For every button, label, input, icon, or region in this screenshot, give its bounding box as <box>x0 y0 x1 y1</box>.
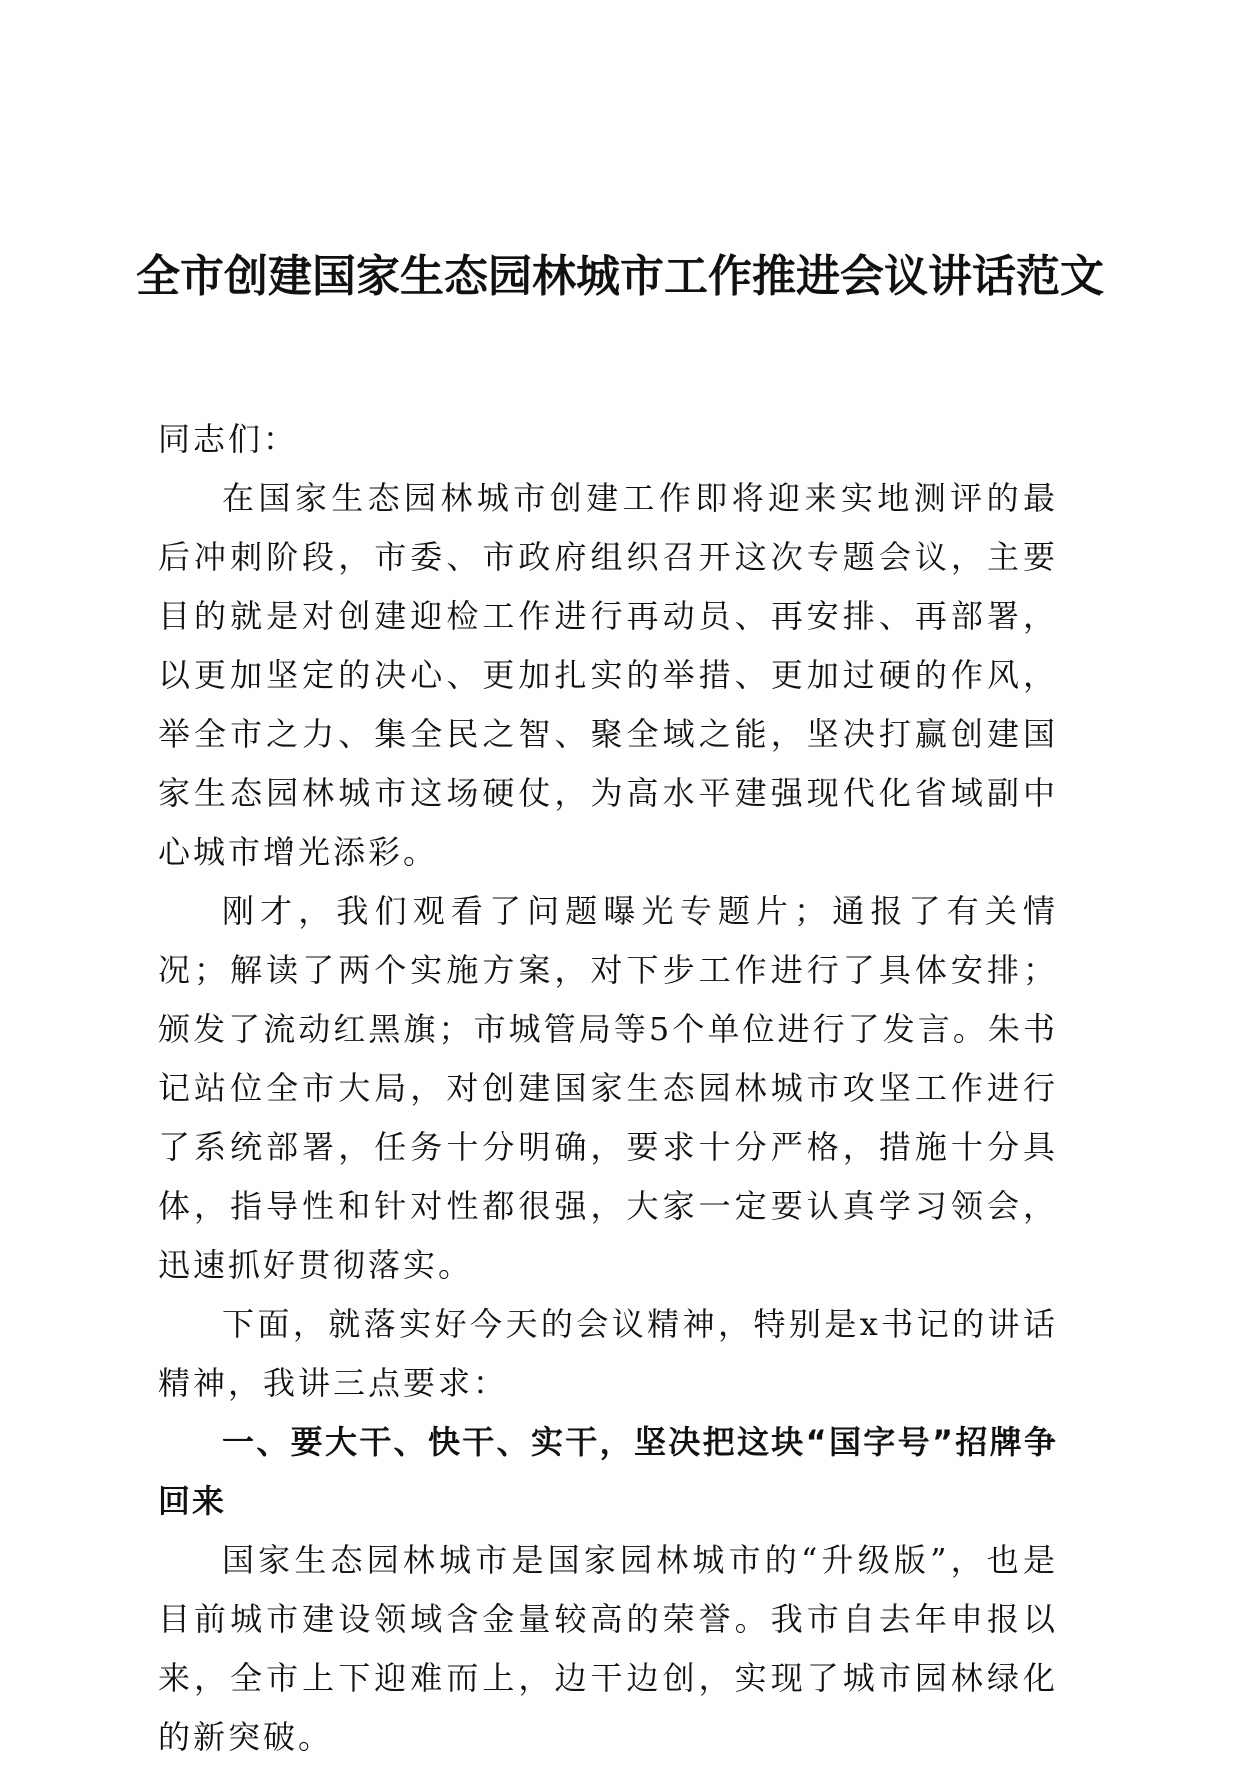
paragraph-transition: 下面，就落实好今天的会议精神，特别是x书记的讲话精神，我讲三点要求： <box>158 1305 1058 1402</box>
section-paragraph: 国家生态园林城市是国家园林城市的“升级版”，也是目前城市建设领域含金量较高的荣誉。我市自去年申报以来，全市上下迎难而上，边干边创，实现了城市园林绿化的新突破。 <box>158 1541 1058 1756</box>
document-title: 全市创建国家生态园林城市工作推进会议讲话范文 <box>136 251 1104 302</box>
section-heading: 一、要大干、快干、实干，坚决把这块“国字号”招牌争回来 <box>158 1423 1058 1520</box>
paragraph-intro: 在国家生态园林城市创建工作即将迎来实地测评的最后冲刺阶段，市委、市政府组织召开这次专题会议，主要目的就是对创建迎检工作进行再动员、再安排、再部署，以更加坚定的决心、更加扎实的举措、更加过硬的作风，举全市之力、集全民之智、聚全域之能，坚决打赢创建国家生态园林城市这场硬仗，为高水平建强现代化省域副中心城市增光添彩。 <box>158 479 1058 871</box>
paragraph-review: 刚才，我们观看了问题曝光专题片；通报了有关情况；解读了两个实施方案，对下步工作进行了具体安排；颁发了流动红黑旗；市城管局等5个单位进行了发言。朱书记站位全市大局，对创建国家生态园林城市攻坚工作进行了系统部署，任务十分明确，要求十分严格，措施十分具体，指导性和针对性都很强，大家一定要认真学习领会，迅速抓好贯彻落实。 <box>158 892 1058 1284</box>
salutation: 同志们： <box>158 420 299 458</box>
document-body <box>158 410 1058 1767</box>
